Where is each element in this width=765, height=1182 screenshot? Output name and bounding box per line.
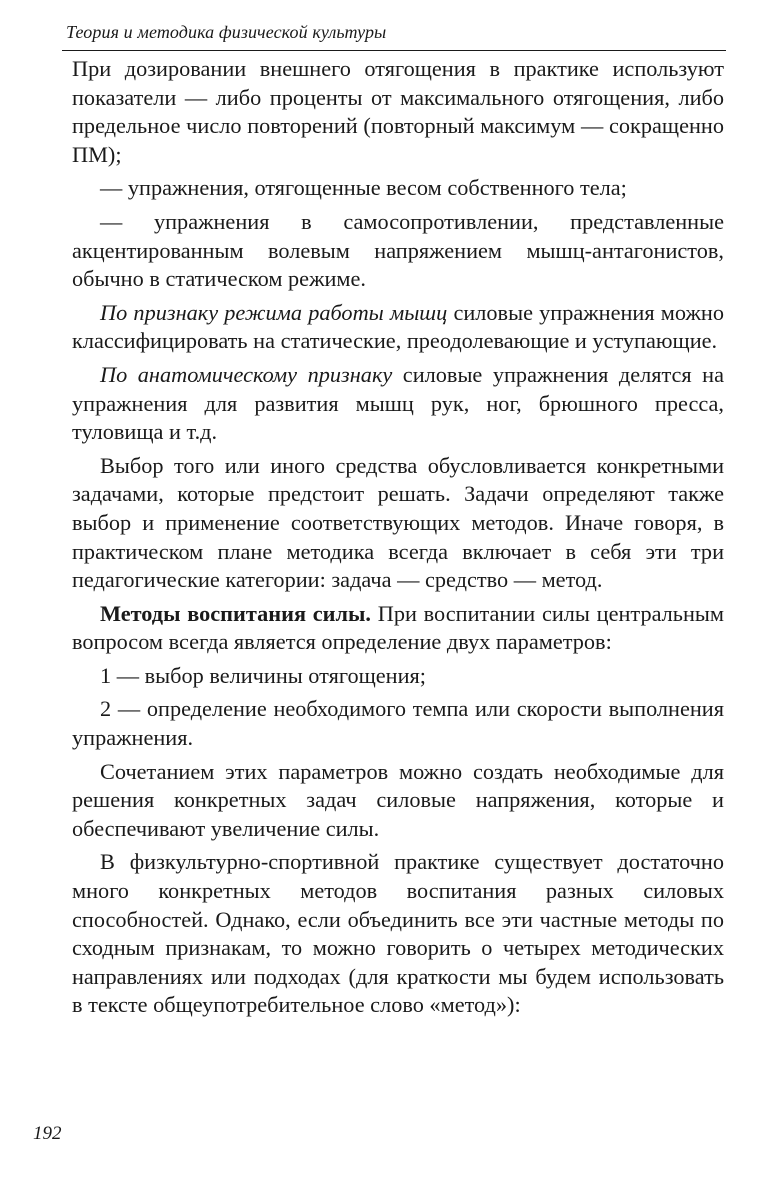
italic-term: По признаку режима работы мышц xyxy=(100,299,448,325)
paragraph: При дозировании внешнего отягощения в практике используют показатели — либо проценты от максимального отягощения, либо предельное число повторений (повторный максимум — сокращенно ПМ); xyxy=(72,56,724,167)
paragraph: Выбор того или иного средства обусловливается конкретными задачами, которые предстоит решать. Задачи определяют также выбор и применение соответствующих методов. Иначе говоря, в практическом плане методика всегда включает в себя эти три педагогические категории: задача — средство — метод. xyxy=(72,452,724,593)
page-number: 192 xyxy=(33,1123,62,1144)
italic-term: По анатомическому признаку xyxy=(100,361,393,387)
list-item-tempo: 2 — определение необходимого темпа или скорости выполнения упражнения. xyxy=(72,696,724,751)
paragraph-text: силовые упражнения можно классифицировать на статические, преодолевающие и уступающие. xyxy=(72,299,724,354)
section-heading: Методы воспитания силы. xyxy=(100,600,371,626)
running-header: Теория и методика физической культуры xyxy=(66,22,387,42)
paragraph-anatomical xyxy=(72,361,724,447)
list-item-self-resistance: — упражнения в самосопротивлении, представленные акцентированным волевым напряжением мышц-антагонистов, обычно в статическом режиме. xyxy=(72,208,724,292)
paragraph: В физкультурно-спортивной практике существует достаточно много конкретных методов воспитания разных силовых способностей. Однако, если объединить все эти частные методы по сходным признакам, то можно говорить о четырех методических направлениях или подходах (для краткости мы будем использовать в тексте общеупотребительное слово «метод»): xyxy=(72,849,724,1018)
page-body xyxy=(72,55,724,1025)
paragraph-muscle-mode xyxy=(72,299,724,356)
paragraph-text: силовые упражнения делятся на упражнения для развития мышц рук, ног, брюшного пресса, туловища и т.д. xyxy=(72,361,725,445)
list-item-load: 1 — выбор величины отягощения; xyxy=(100,662,426,688)
paragraph-methods xyxy=(72,600,724,657)
paragraph-text: При воспитании силы центральным вопросом всегда является определение двух параметров: xyxy=(72,600,724,655)
list-item-bodyweight: — упражнения, отягощенные весом собственного тела; xyxy=(100,175,627,201)
paragraph: Сочетанием этих параметров можно создать необходимые для решения конкретных задач силовые напряжения, которые и обеспечивают увеличение силы. xyxy=(72,758,724,841)
header-rule xyxy=(62,50,726,51)
